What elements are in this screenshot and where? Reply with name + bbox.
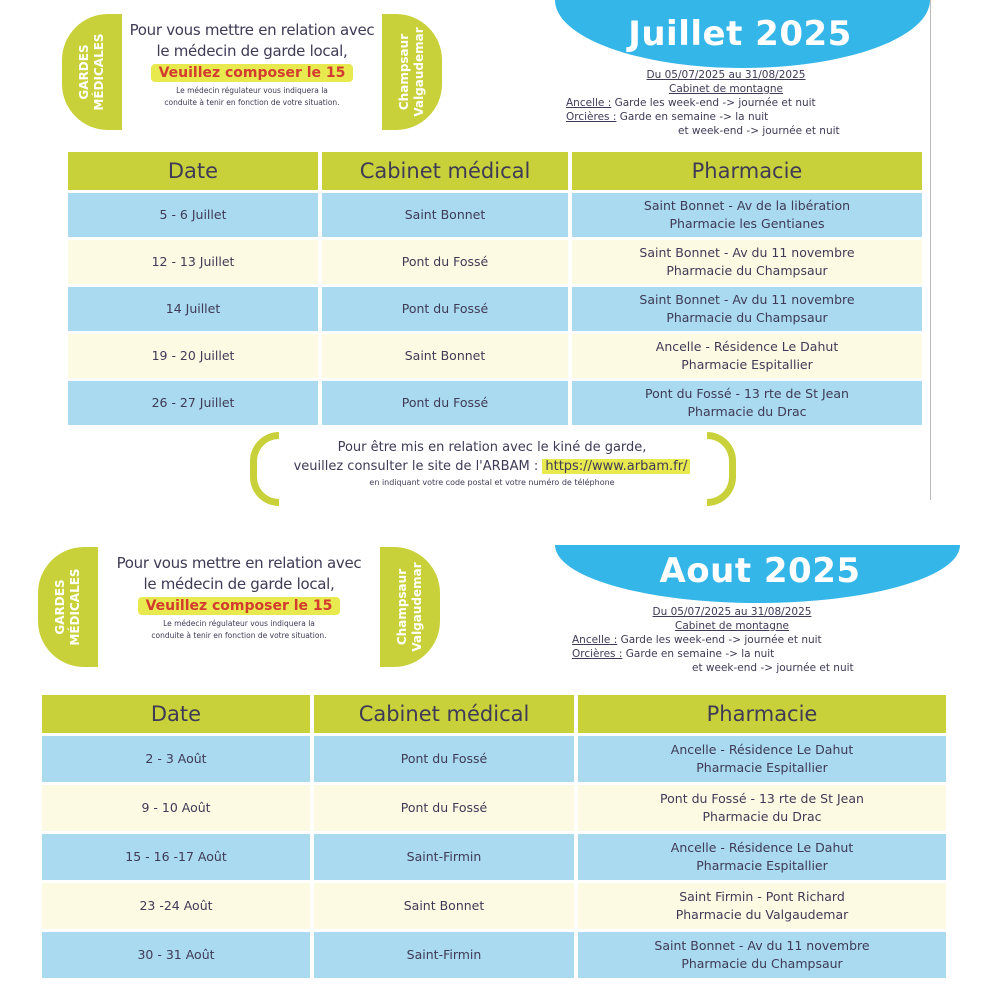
- banner-line2: le médecin de garde local,: [156, 42, 348, 60]
- row-pharmacie: Saint Bonnet - Av de la libération Pharmacie les Gentianes: [572, 193, 922, 237]
- banner-line1: Pour vous mettre en relation avec: [129, 21, 375, 39]
- row-date: 30 - 31 Août: [42, 932, 310, 978]
- arbam-link[interactable]: https://www.arbam.fr/: [542, 459, 690, 474]
- orcieres-text: Garde en semaine -> la nuit: [616, 111, 769, 123]
- table-header: [42, 695, 946, 733]
- table-row: [68, 334, 922, 378]
- row-cabinet: Pont du Fossé: [322, 287, 568, 331]
- call-15-highlight: Veuillez composer le 15: [151, 64, 354, 82]
- banner-small2: conduite à tenir en fonction de votre situation.: [164, 98, 340, 107]
- period: Du 05/07/2025 au 31/08/2025: [652, 606, 812, 618]
- cabinet-montagne: Cabinet de montagne: [668, 83, 784, 95]
- row-cabinet: Saint Bonnet: [322, 334, 568, 378]
- month-title: Aout 2025: [659, 551, 861, 591]
- table-row: [42, 736, 946, 782]
- table-row: [68, 381, 922, 425]
- banner-left-label: GARDES MÉDICALES: [77, 33, 106, 111]
- row-cabinet: Pont du Fossé: [322, 381, 568, 425]
- banner-line2: le médecin de garde local,: [143, 575, 335, 593]
- row-pharmacie: Ancelle - Résidence Le Dahut Pharmacie Espitallier: [572, 334, 922, 378]
- orcieres-label: Orcières :: [572, 648, 623, 660]
- row-cabinet: Pont du Fossé: [314, 736, 574, 782]
- medical-banner: [38, 547, 440, 667]
- row-cabinet: Saint-Firmin: [314, 932, 574, 978]
- banner-small1: Le médecin régulateur vous indiquera la: [163, 619, 315, 628]
- row-pharmacie: Ancelle - Résidence Le Dahut Pharmacie Espitallier: [578, 736, 946, 782]
- kine-line2: veuillez consulter le site de l'ARBAM :: [293, 459, 543, 474]
- orcieres-text: Garde en semaine -> la nuit: [622, 648, 775, 660]
- banner-line1: Pour vous mettre en relation avec: [116, 554, 362, 572]
- ancelle-label: Ancelle :: [566, 97, 612, 109]
- call-15-highlight: Veuillez composer le 15: [138, 597, 341, 615]
- table-row: [42, 785, 946, 831]
- row-pharmacie: Saint Firmin - Pont Richard Pharmacie du Valgaudemar: [578, 883, 946, 929]
- row-pharmacie: Saint Bonnet - Av du 11 novembre Pharmacie du Champsaur: [572, 240, 922, 284]
- row-date: 23 -24 Août: [42, 883, 310, 929]
- row-cabinet: Saint Bonnet: [322, 193, 568, 237]
- ancelle-label: Ancelle :: [572, 634, 618, 646]
- header-date: Date: [68, 152, 318, 190]
- divider: [930, 0, 931, 500]
- row-date: 12 - 13 Juillet: [68, 240, 318, 284]
- row-date: 5 - 6 Juillet: [68, 193, 318, 237]
- header-cabinet: Cabinet médical: [314, 695, 574, 733]
- row-cabinet: Pont du Fossé: [314, 785, 574, 831]
- orcieres-text2: et week-end -> journée et nuit: [692, 662, 854, 674]
- table-row: [68, 287, 922, 331]
- header-pharmacie: Pharmacie: [578, 695, 946, 733]
- ancelle-text: Garde les week-end -> journée et nuit: [617, 634, 822, 646]
- row-pharmacie: Saint Bonnet - Av du 11 novembre Pharmacie du Champsaur: [578, 932, 946, 978]
- juillet-table: [64, 149, 926, 428]
- period: Du 05/07/2025 au 31/08/2025: [646, 69, 806, 81]
- row-cabinet: Pont du Fossé: [322, 240, 568, 284]
- kine-small: en indiquant votre code postal et votre numéro de téléphone: [369, 478, 615, 487]
- banner-small2: conduite à tenir en fonction de votre situation.: [151, 631, 327, 640]
- row-cabinet: Saint-Firmin: [314, 834, 574, 880]
- row-date: 19 - 20 Juillet: [68, 334, 318, 378]
- banner-left-label: GARDES MÉDICALES: [53, 568, 82, 646]
- row-date: 9 - 10 Août: [42, 785, 310, 831]
- header-pharmacie: Pharmacie: [572, 152, 922, 190]
- guard-info: [572, 605, 892, 675]
- row-date: 2 - 3 Août: [42, 736, 310, 782]
- row-date: 26 - 27 Juillet: [68, 381, 318, 425]
- month-title: Juillet 2025: [628, 14, 852, 54]
- table-row: [42, 834, 946, 880]
- row-date: 14 Juillet: [68, 287, 318, 331]
- table-row: [42, 932, 946, 978]
- table-header: [68, 152, 922, 190]
- aout-table: [38, 692, 950, 981]
- row-cabinet: Saint Bonnet: [314, 883, 574, 929]
- header-date: Date: [42, 695, 310, 733]
- aout-panel: [0, 535, 992, 993]
- table-row: [68, 240, 922, 284]
- kine-info: [272, 438, 712, 490]
- orcieres-text2: et week-end -> journée et nuit: [678, 125, 840, 137]
- row-pharmacie: Pont du Fossé - 13 rte de St Jean Pharmacie du Drac: [578, 785, 946, 831]
- orcieres-label: Orcières :: [566, 111, 617, 123]
- header-cabinet: Cabinet médical: [322, 152, 568, 190]
- row-pharmacie: Ancelle - Résidence Le Dahut Pharmacie Espitallier: [578, 834, 946, 880]
- ancelle-text: Garde les week-end -> journée et nuit: [611, 97, 816, 109]
- row-pharmacie: Saint Bonnet - Av du 11 novembre Pharmacie du Champsaur: [572, 287, 922, 331]
- table-row: [68, 193, 922, 237]
- guard-info: [566, 68, 886, 138]
- banner-small1: Le médecin régulateur vous indiquera la: [176, 86, 328, 95]
- cabinet-montagne: Cabinet de montagne: [674, 620, 790, 632]
- medical-banner: [62, 14, 442, 130]
- banner-right-label: Champsaur Valgaudemar: [397, 27, 426, 117]
- row-date: 15 - 16 -17 Août: [42, 834, 310, 880]
- kine-line1: Pour être mis en relation avec le kiné de garde,: [337, 440, 647, 455]
- row-pharmacie: Pont du Fossé - 13 rte de St Jean Pharmacie du Drac: [572, 381, 922, 425]
- banner-right-label: Champsaur Valgaudemar: [395, 562, 424, 652]
- table-row: [42, 883, 946, 929]
